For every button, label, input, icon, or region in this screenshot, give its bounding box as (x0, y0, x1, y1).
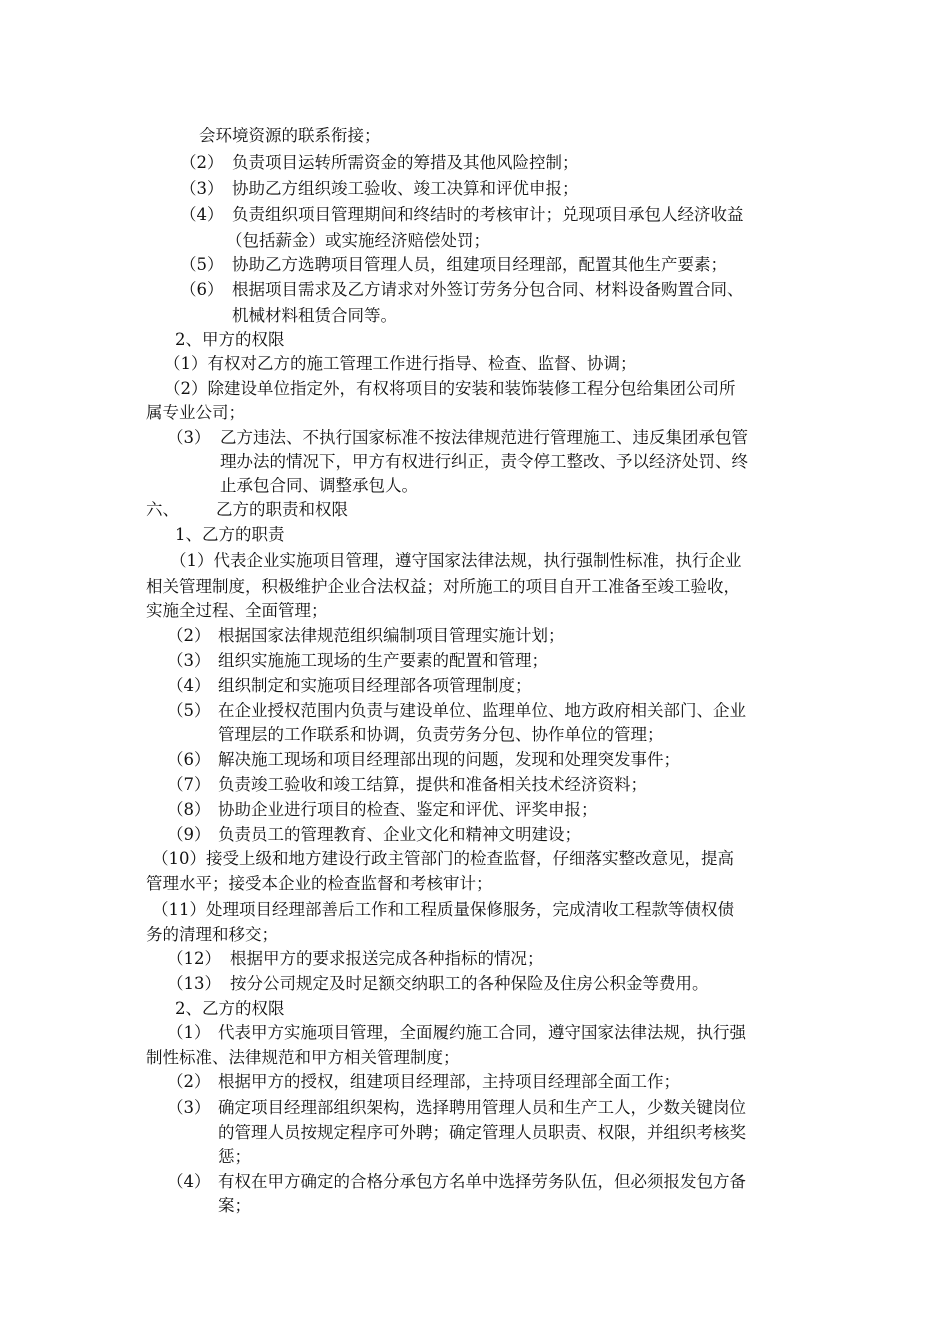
item-number: （6） (167, 750, 211, 769)
text-line: 按分公司规定及时足额交纳职工的各种保险及住房公积金等费用。 (230, 974, 709, 993)
text-line: 有权在甲方确定的合格分承包方名单中选择劳务队伍，但必须报发包方备 (218, 1172, 746, 1191)
text-line: 机械材料租赁合同等。 (232, 306, 397, 325)
text-line: 惩； (218, 1147, 251, 1166)
text-line: 相关管理制度，积极维护企业合法权益；对所施工的项目自开工准备至竣工验收， (146, 577, 740, 596)
text-line: 属专业公司； (146, 403, 245, 422)
item-number: （2） (180, 153, 224, 172)
item-number: （1） (167, 1023, 211, 1042)
text-line: （包括薪金）或实施经济赔偿处罚； (226, 231, 490, 250)
text-line: 实施全过程、全面管理； (146, 601, 328, 620)
text-line: 会环境资源的联系衔接； (199, 126, 381, 145)
item-number: （3） (167, 428, 211, 447)
text-line: 管理层的工作联系和协调，负责劳务分包、协作单位的管理； (218, 725, 664, 744)
item-number: （12） (167, 949, 221, 968)
text-line: 负责组织项目管理期间和终结时的考核审计；兑现项目承包人经济收益 (232, 205, 744, 224)
chapter-number: 六、 (146, 500, 179, 519)
text-line: 在企业授权范围内负责与建设单位、监理单位、地方政府相关部门、企业 (218, 701, 746, 720)
text-line: 管理水平；接受本企业的检查监督和考核审计； (146, 874, 493, 893)
text-line: 代表甲方实施项目管理，全面履约施工合同，遵守国家法律法规，执行强 (218, 1023, 746, 1042)
text-line: 的管理人员按规定程序可外聘；确定管理人员职责、权限，并组织考核奖 (218, 1123, 746, 1142)
item-number: （4） (167, 1172, 211, 1191)
text-line: 根据国家法律规范组织编制项目管理实施计划； (218, 626, 565, 645)
item-number: （3） (180, 179, 224, 198)
item-number: （13） (167, 974, 221, 993)
item-number: （3） (167, 1098, 211, 1117)
text-line: 根据项目需求及乙方请求对外签订劳务分包合同、材料设备购置合同、 (232, 280, 744, 299)
item-number: （2） (167, 1072, 211, 1091)
text-line: 组织制定和实施项目经理部各项管理制度； (218, 676, 532, 695)
item-number: （4） (180, 205, 224, 224)
text-line: （11）处理项目经理部善后工作和工程质量保修服务，完成清收工程款等债权债 (152, 900, 734, 919)
text-line: 务的清理和移交； (146, 925, 278, 944)
text-line: 组织实施施工现场的生产要素的配置和管理； (218, 651, 548, 670)
text-line: 止承包合同、调整承包人。 (220, 476, 418, 495)
text-line: 协助乙方选聘项目管理人员，组建项目经理部，配置其他生产要素； (232, 255, 727, 274)
text-line: 案； (218, 1196, 251, 1215)
text-line: 协助企业进行项目的检查、鉴定和评优、评奖申报； (218, 800, 598, 819)
text-line: 解决施工现场和项目经理部出现的问题，发现和处理突发事件； (218, 750, 680, 769)
section-heading: 1、乙方的职责 (175, 525, 285, 544)
item-number: （3） (167, 651, 211, 670)
item-number: （5） (180, 255, 224, 274)
text-line: （2）除建设单位指定外，有权将项目的安装和装饰装修工程分包给集团公司所 (164, 379, 736, 398)
text-line: 负责项目运转所需资金的筹措及其他风险控制； (232, 153, 579, 172)
item-number: （2） (167, 626, 211, 645)
item-number: （4） (167, 676, 211, 695)
item-number: （5） (167, 701, 211, 720)
text-line: （1）代表企业实施项目管理，遵守国家法律法规，执行强制性标准，执行企业 (170, 551, 742, 570)
text-line: 根据甲方的授权，组建项目经理部，主持项目经理部全面工作； (218, 1072, 680, 1091)
text-line: 理办法的情况下，甲方有权进行纠正，责令停工整改、予以经济处罚、终 (220, 452, 748, 471)
text-line: 负责竣工验收和竣工结算，提供和准备相关技术经济资料； (218, 775, 647, 794)
text-line: 确定项目经理部组织架构，选择聘用管理人员和生产工人，少数关键岗位 (218, 1098, 746, 1117)
item-number: （6） (180, 280, 224, 299)
text-line: 乙方违法、不执行国家标准不按法律规范进行管理施工、违反集团承包管 (220, 428, 748, 447)
chapter-heading: 乙方的职责和权限 (216, 500, 348, 519)
text-line: 负责员工的管理教育、企业文化和精神文明建设； (218, 825, 581, 844)
item-number: （8） (167, 800, 211, 819)
section-heading: 2、甲方的权限 (175, 330, 285, 349)
text-line: （10）接受上级和地方建设行政主管部门的检查监督，仔细落实整改意见，提高 (152, 849, 734, 868)
text-line: 根据甲方的要求报送完成各种指标的情况； (230, 949, 544, 968)
text-line: （1）有权对乙方的施工管理工作进行指导、检查、监督、协调； (164, 354, 637, 373)
text-line: 协助乙方组织竣工验收、竣工决算和评优申报； (232, 179, 579, 198)
item-number: （7） (167, 775, 211, 794)
text-line: 制性标准、法律规范和甲方相关管理制度； (146, 1048, 460, 1067)
item-number: （9） (167, 825, 211, 844)
section-heading: 2、乙方的权限 (175, 999, 285, 1018)
